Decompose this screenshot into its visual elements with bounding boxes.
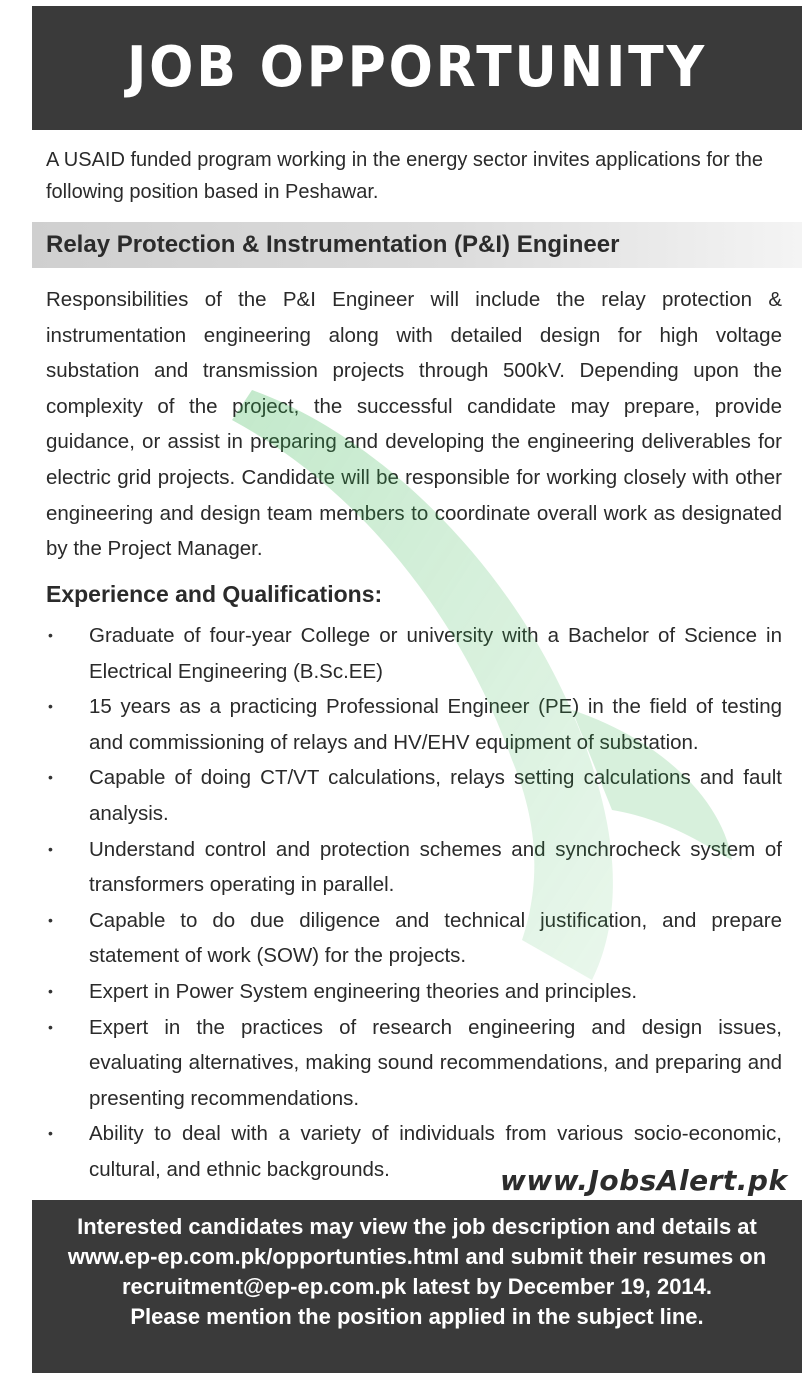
footer-line: Interested candidates may view the job description and details at [77, 1214, 757, 1239]
application-instructions [32, 1200, 802, 1373]
list-item [46, 618, 782, 689]
qualification-text: Ability to deal with a variety of individuals from various socio-economic, cultural, and ethnic backgrounds. [89, 1122, 782, 1181]
qualifications-heading: Experience and Qualifications: [46, 581, 383, 607]
intro-text: A USAID funded program working in the energy sector invites applications for the following position based in Peshawar. [46, 149, 764, 203]
ad-body [32, 130, 802, 1200]
bullet-icon: • [48, 982, 53, 999]
list-item [46, 760, 782, 831]
bullet-icon: • [48, 911, 53, 928]
list-item [46, 832, 782, 903]
watermark-url: www.JobsAlert.pk [500, 1164, 788, 1197]
list-item [46, 903, 782, 974]
bullet-icon: • [48, 1018, 53, 1035]
job-advertisement [32, 6, 802, 1373]
position-header-bar [32, 222, 802, 268]
bullet-icon: • [48, 627, 53, 643]
ad-title: JOB OPPORTUNITY [59, 6, 775, 130]
list-item [46, 974, 782, 1010]
footer-line: Please mention the position applied in the subject line. [130, 1304, 704, 1329]
qualification-text: Understand control and protection schemes and synchrocheck system of transformers operating in parallel. [89, 837, 782, 897]
bullet-icon: • [48, 840, 53, 857]
bullet-icon: • [48, 769, 53, 786]
qualification-text: Expert in the practices of research engineering and design issues, evaluating alternatives, making sound recommendations, and preparing and presenting recommendations. [89, 1015, 782, 1110]
list-item [46, 689, 782, 760]
qualification-text: Capable of doing CT/VT calculations, relays setting calculations and fault analysis. [89, 766, 782, 825]
qualification-text: Expert in Power System engineering theories and principles. [89, 979, 638, 1003]
qualifications-list [46, 618, 782, 1188]
bullet-icon: • [48, 1125, 53, 1142]
qualification-text: 15 years as a practicing Professional Engineer (PE) in the field of testing and commissioning of relays and HV/EHV equipment of substation. [89, 695, 782, 754]
responsibilities-paragraph: Responsibilities of the P&I Engineer will include the relay protection & instrumentation engineering along with detailed design for high voltage substation and transmission projects through 500kV. Depending upon the complexity of the project, the successful candidate may prepare, provide guidance, or assist in preparing and developing the engineering deliverables for electric grid projects. Candidate will be responsible for working closely with other engineering and design team members to coordinate overall work as designated by the Project Manager. [46, 288, 782, 561]
position-title: Relay Protection & Instrumentation (P&I) Engineer [46, 231, 620, 258]
footer-line: recruitment@ep-ep.com.pk latest by December 19, 2014. [121, 1274, 713, 1299]
bullet-icon: • [48, 698, 53, 715]
list-item [46, 1010, 782, 1117]
qualification-text: Capable to do due diligence and technical justification, and prepare statement of work (SOW) for the projects. [89, 908, 782, 968]
footer-line: www.ep-ep.com.pk/opportunties.html and submit their resumes on [67, 1244, 767, 1269]
qualification-text: Graduate of four-year College or university with a Bachelor of Science in Electrical Engineering (B.Sc.EE) [89, 624, 782, 683]
